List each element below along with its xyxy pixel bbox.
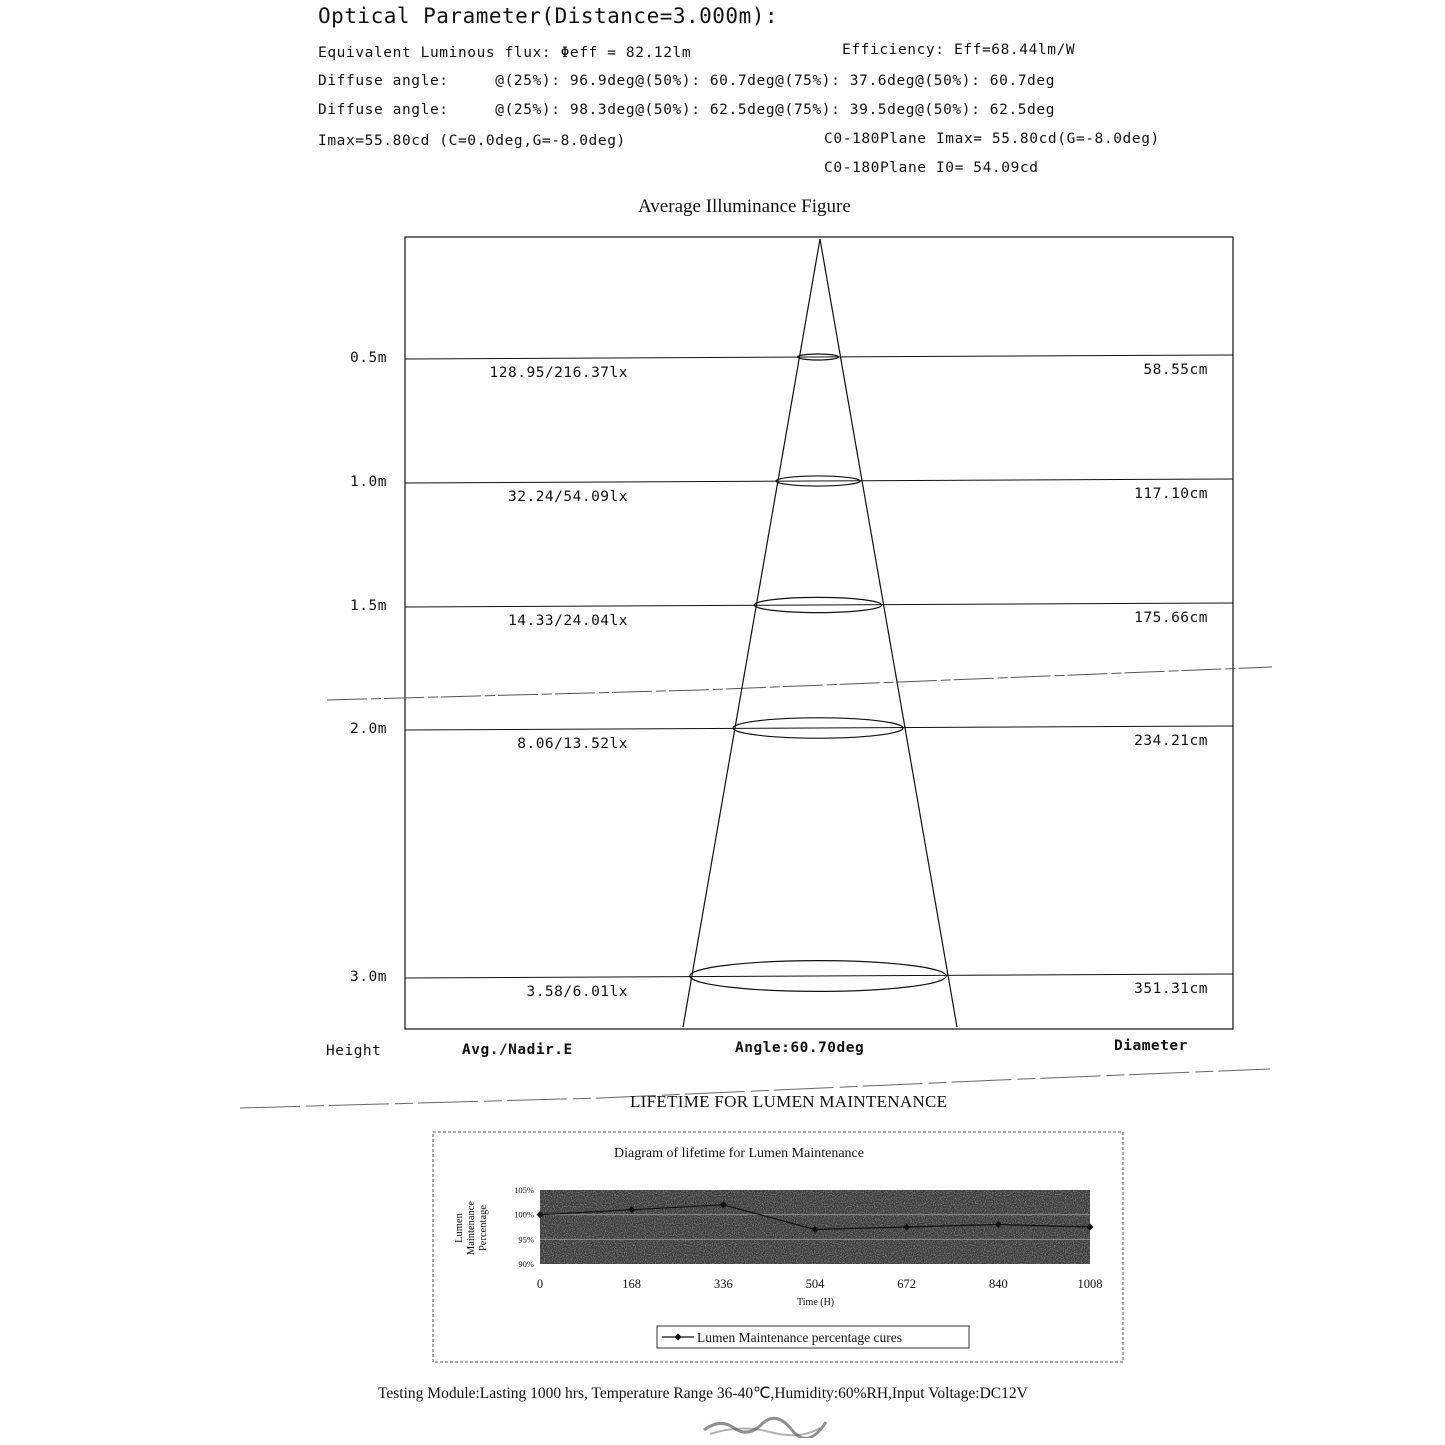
plane-imax-line: C0-180Plane Imax= 55.80cd(G=-8.0deg) — [824, 131, 1160, 147]
illuminance-figure-title: Average Illuminance Figure — [638, 196, 851, 217]
lifetime-y-axis-label: Lumen — [454, 1213, 465, 1243]
flux-line: Equivalent Luminous flux: Φeff = 82.12lm — [318, 45, 692, 61]
row-diameter: 175.66cm — [1134, 610, 1208, 626]
lifetime-section-title: LIFETIME FOR LUMEN MAINTENANCE — [630, 1092, 948, 1111]
lifetime-x-tick: 504 — [805, 1277, 825, 1291]
lifetime-y-tick: 90% — [518, 1259, 534, 1269]
row-height: 2.0m — [350, 721, 387, 737]
lifetime-y-axis-label: Maintenance — [466, 1200, 477, 1256]
height-label: Height — [326, 1043, 382, 1059]
lifetime-x-tick: 672 — [897, 1277, 917, 1291]
angle-label: Angle:60.70deg — [735, 1040, 865, 1056]
row-height: 1.0m — [350, 474, 387, 490]
row-diameter: 234.21cm — [1134, 733, 1208, 749]
lifetime-y-axis-label: Percentage — [478, 1204, 489, 1252]
row-height: 3.0m — [350, 969, 387, 985]
avg-nadir-label: Avg./Nadir.E — [462, 1042, 573, 1058]
row-illuminance: 14.33/24.04lx — [508, 613, 628, 629]
lifetime-x-tick: 168 — [622, 1277, 642, 1291]
testing-conditions: Testing Module:Lasting 1000 hrs, Temperature Range 36-40℃,Humidity:60%RH,Input Voltage:DC12V — [378, 1385, 1028, 1402]
lifetime-y-tick: 105% — [514, 1185, 534, 1195]
lifetime-legend-marker — [675, 1334, 682, 1341]
lifetime-x-tick: 0 — [536, 1277, 544, 1291]
row-illuminance: 128.95/216.37lx — [489, 365, 628, 381]
row-height: 0.5m — [350, 350, 387, 366]
lifetime-legend-label: Lumen Maintenance percentage cures — [697, 1330, 903, 1345]
imax-line: Imax=55.80cd (C=0.0deg,G=-8.0deg) — [318, 133, 626, 149]
diffuse-angle-line-2: Diffuse angle: @(25%): 98.3deg@(50%): 62.5deg@(75%): 39.5deg@(50%): 62.5deg — [318, 102, 1056, 118]
row-illuminance: 3.58/6.01lx — [526, 984, 628, 1000]
lifetime-y-tick: 100% — [514, 1209, 534, 1220]
row-height: 1.5m — [350, 598, 387, 614]
lifetime-y-tick: 95% — [518, 1234, 534, 1245]
row-diameter: 117.10cm — [1134, 486, 1208, 502]
diameter-label: Diameter — [1114, 1038, 1188, 1054]
page-title: Optical Parameter(Distance=3.000m): — [318, 4, 779, 28]
efficiency-line: Efficiency: Eff=68.44lm/W — [842, 42, 1076, 58]
lifetime-chart-title: Diagram of lifetime for Lumen Maintenance — [614, 1146, 864, 1161]
row-illuminance: 32.24/54.09lx — [508, 489, 628, 505]
row-illuminance: 8.06/13.52lx — [517, 736, 628, 752]
signature-smudge — [700, 1412, 830, 1438]
lifetime-x-tick: 1008 — [1077, 1277, 1103, 1291]
row-diameter: 351.31cm — [1134, 981, 1208, 997]
lifetime-x-tick: 336 — [713, 1277, 733, 1291]
plane-i0-line: C0-180Plane I0= 54.09cd — [824, 160, 1039, 176]
lifetime-x-axis-label: Time (H) — [797, 1297, 835, 1308]
row-diameter: 58.55cm — [1143, 362, 1208, 378]
diffuse-angle-line-1: Diffuse angle: @(25%): 96.9deg@(50%): 60.7deg@(75%): 37.6deg@(50%): 60.7deg — [318, 73, 1056, 89]
lifetime-x-tick: 840 — [988, 1277, 1008, 1291]
